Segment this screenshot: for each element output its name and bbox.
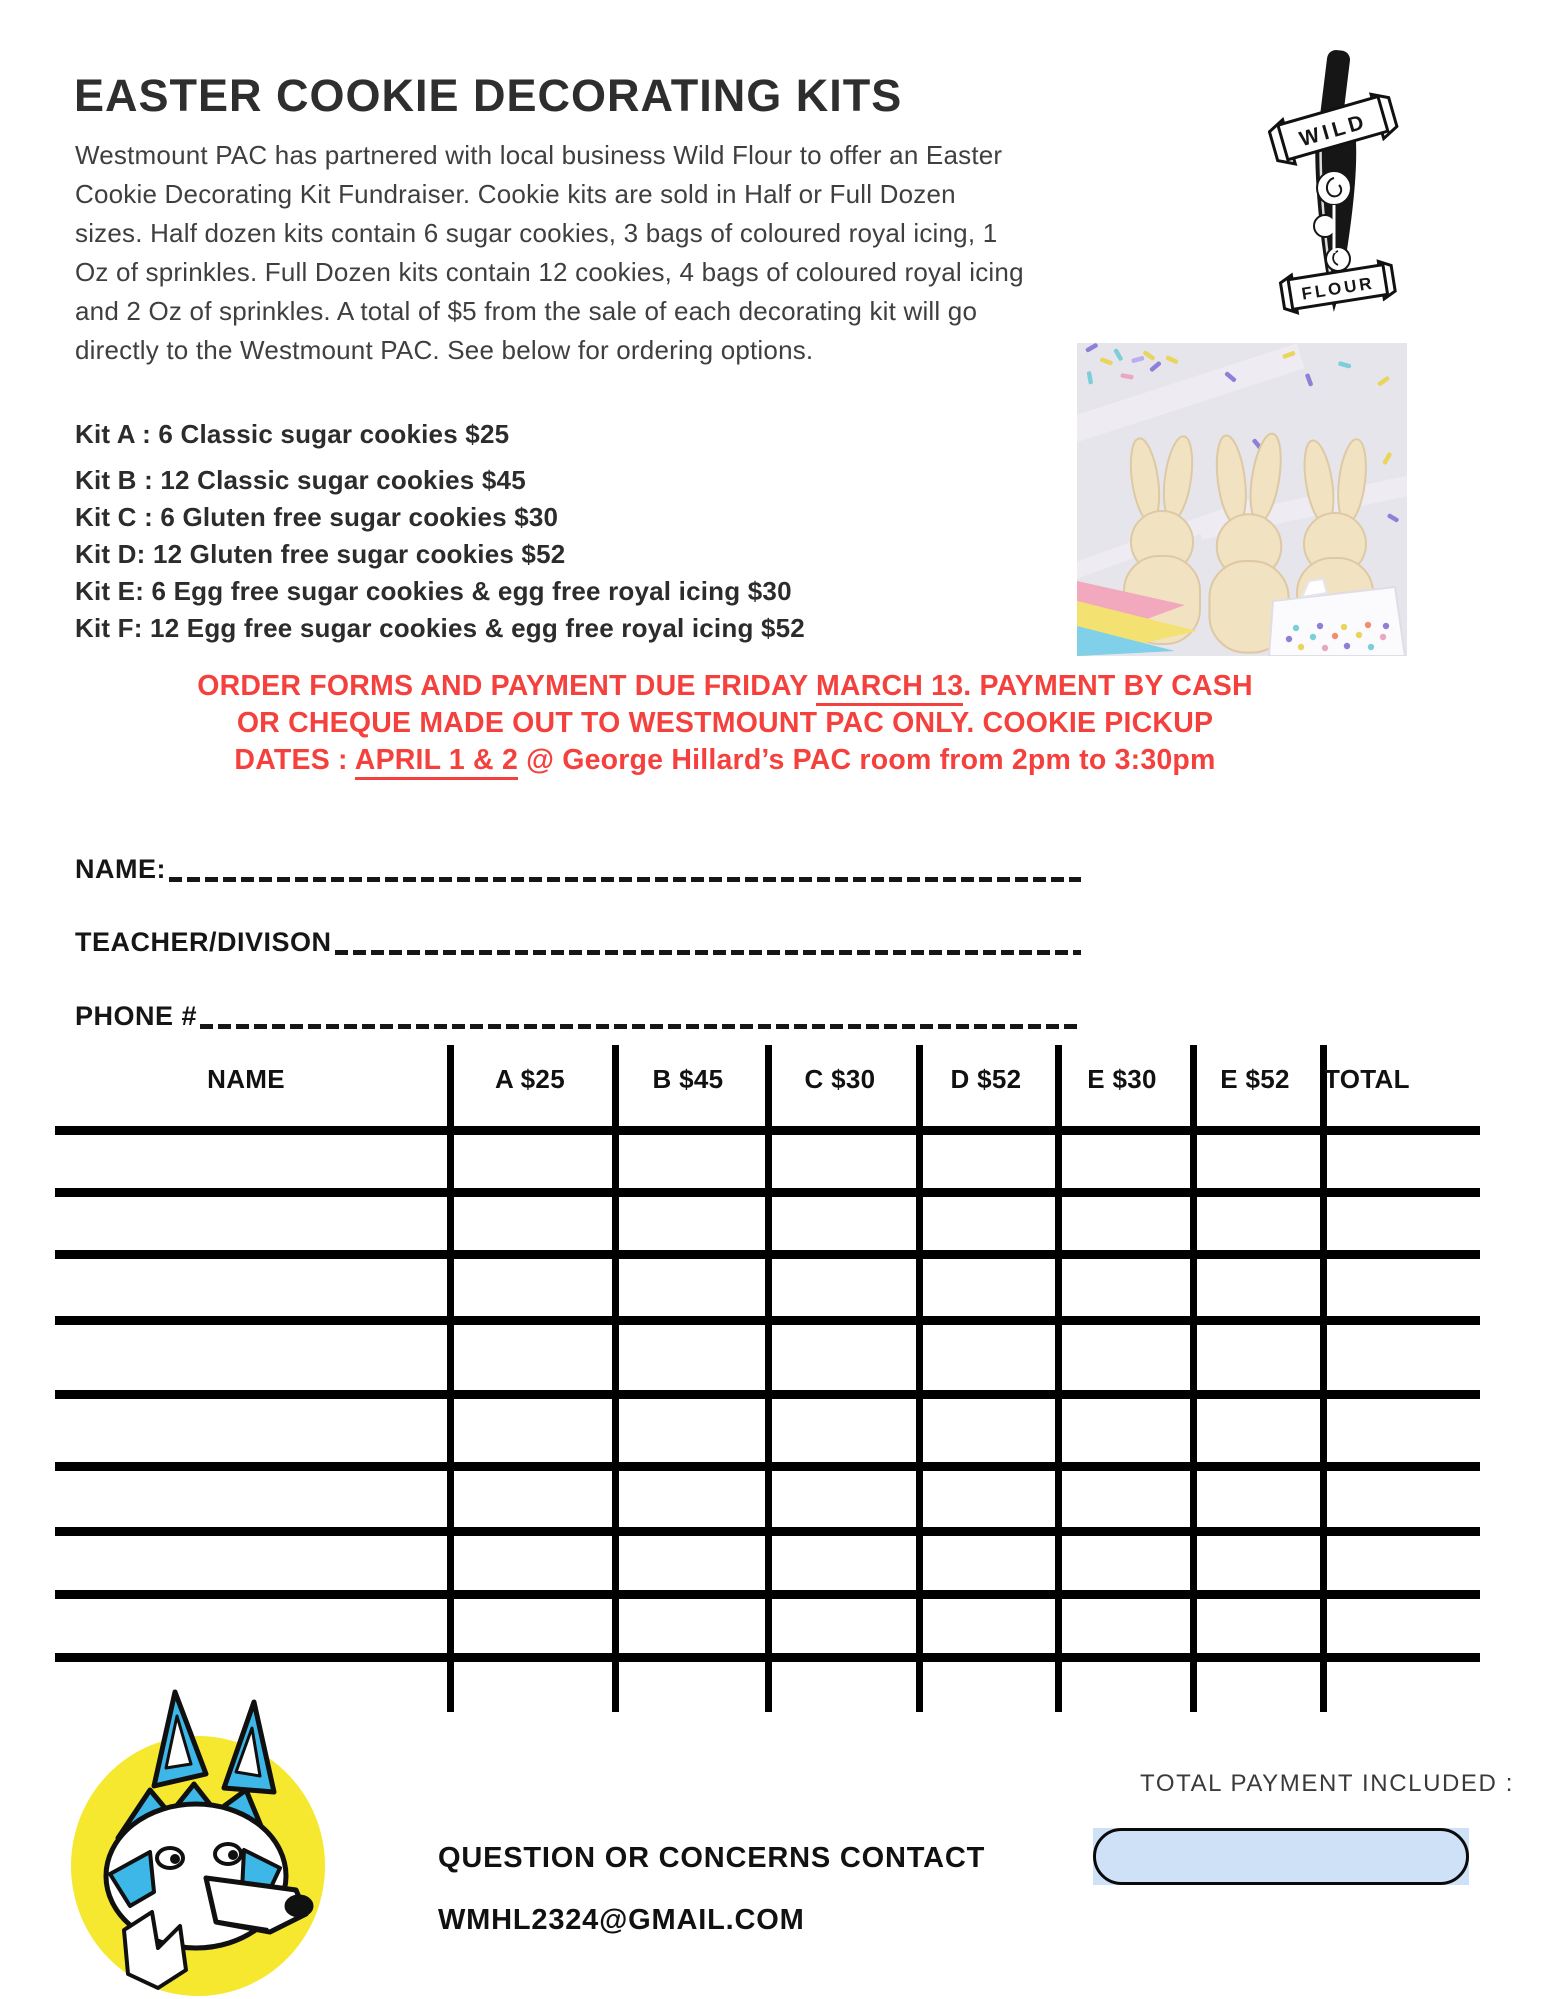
svg-text:WILD: WILD [1296,109,1371,152]
notice-line-2: OR CHEQUE MADE OUT TO WESTMOUNT PAC ONLY. COOKIE PICKUP [236,707,1214,739]
kit-b: Kit B : 12 Classic sugar cookies $45 [75,465,526,495]
table-column-line [1320,1045,1327,1712]
table-column-line [447,1045,454,1712]
phone-line[interactable] [200,1024,1081,1029]
kit-a: Kit A : 6 Classic sugar cookies $25 [75,419,510,449]
contact-email: WMHL2324@GMAIL.COM [438,1904,805,1936]
order-deadline-notice [80,668,1370,779]
column-header: B $45 [652,1064,724,1094]
name-label: NAME: [75,854,166,884]
column-header: E $52 [1220,1064,1290,1094]
column-header: TOTAL [1324,1064,1410,1094]
kit-e: Kit E: 6 Egg free sugar cookies & egg free royal icing $30 [75,576,792,606]
teacher-field-row [75,926,1081,958]
table-column-line [1190,1045,1197,1712]
contact-line: QUESTION OR CONCERNS CONTACT [438,1842,986,1874]
intro-paragraph: Westmount PAC has partnered with local business Wild Flour to offer an Easter Cookie Decorating Kit Fundraiser. Cookie kits are sold in Half or Full Dozen sizes. Half dozen kits contain 6 sugar cookies, 3 bags of coloured royal icing, 1 Oz of sprinkles. Full Dozen kits contain 12 cookies, 4 bags of coloured royal icing and 2 Oz of sprinkles. A total of $5 from the sale of each decorating kit will go directly to the Westmount PAC. See below for ordering options. [75,140,1024,365]
teacher-label: TEACHER/DIVISON [75,927,332,957]
due-date: MARCH 13 [816,670,963,706]
column-header: D $52 [950,1064,1022,1094]
name-line[interactable] [169,877,1081,882]
table-column-line [916,1045,923,1712]
column-header: A $25 [495,1064,565,1094]
phone-field-row [75,1000,1081,1032]
pickup-dates: APRIL 1 & 2 [355,744,518,780]
column-header: NAME [207,1064,285,1094]
table-column-line [612,1045,619,1712]
kit-c: Kit C : 6 Gluten free sugar cookies $30 [75,502,559,532]
phone-label: PHONE # [75,1001,198,1031]
wild-flour-logo [1268,48,1400,320]
notice-line-3: DATES : APRIL 1 & 2 @ George Hillard’s PAC room from 2pm to 3:30pm [80,742,1370,779]
name-field-row [75,853,1081,885]
contact-block [438,1838,985,1962]
kit-d: Kit D: 12 Gluten free sugar cookies $52 [75,539,566,569]
svg-text:FLOUR: FLOUR [1300,273,1376,304]
kit-f: Kit F: 12 Egg free sugar cookies & egg free royal icing $52 [75,613,805,643]
column-header: E $30 [1087,1064,1157,1094]
page-title: EASTER COOKIE DECORATING KITS [74,70,903,121]
total-payment-box[interactable] [1093,1828,1469,1885]
wolf-mascot-logo [58,1686,326,1998]
total-payment-label: TOTAL PAYMENT INCLUDED : [1140,1770,1515,1797]
column-header: C $30 [804,1064,876,1094]
teacher-line[interactable] [335,950,1081,955]
table-column-line [765,1045,772,1712]
notice-line-1: ORDER FORMS AND PAYMENT DUE FRIDAY MARCH 13. PAYMENT BY CASH [80,668,1370,705]
cookie-photo [1077,343,1407,656]
kit-list [75,416,805,647]
table-column-line [1055,1045,1062,1712]
total-payment-pill[interactable] [1093,1828,1469,1885]
